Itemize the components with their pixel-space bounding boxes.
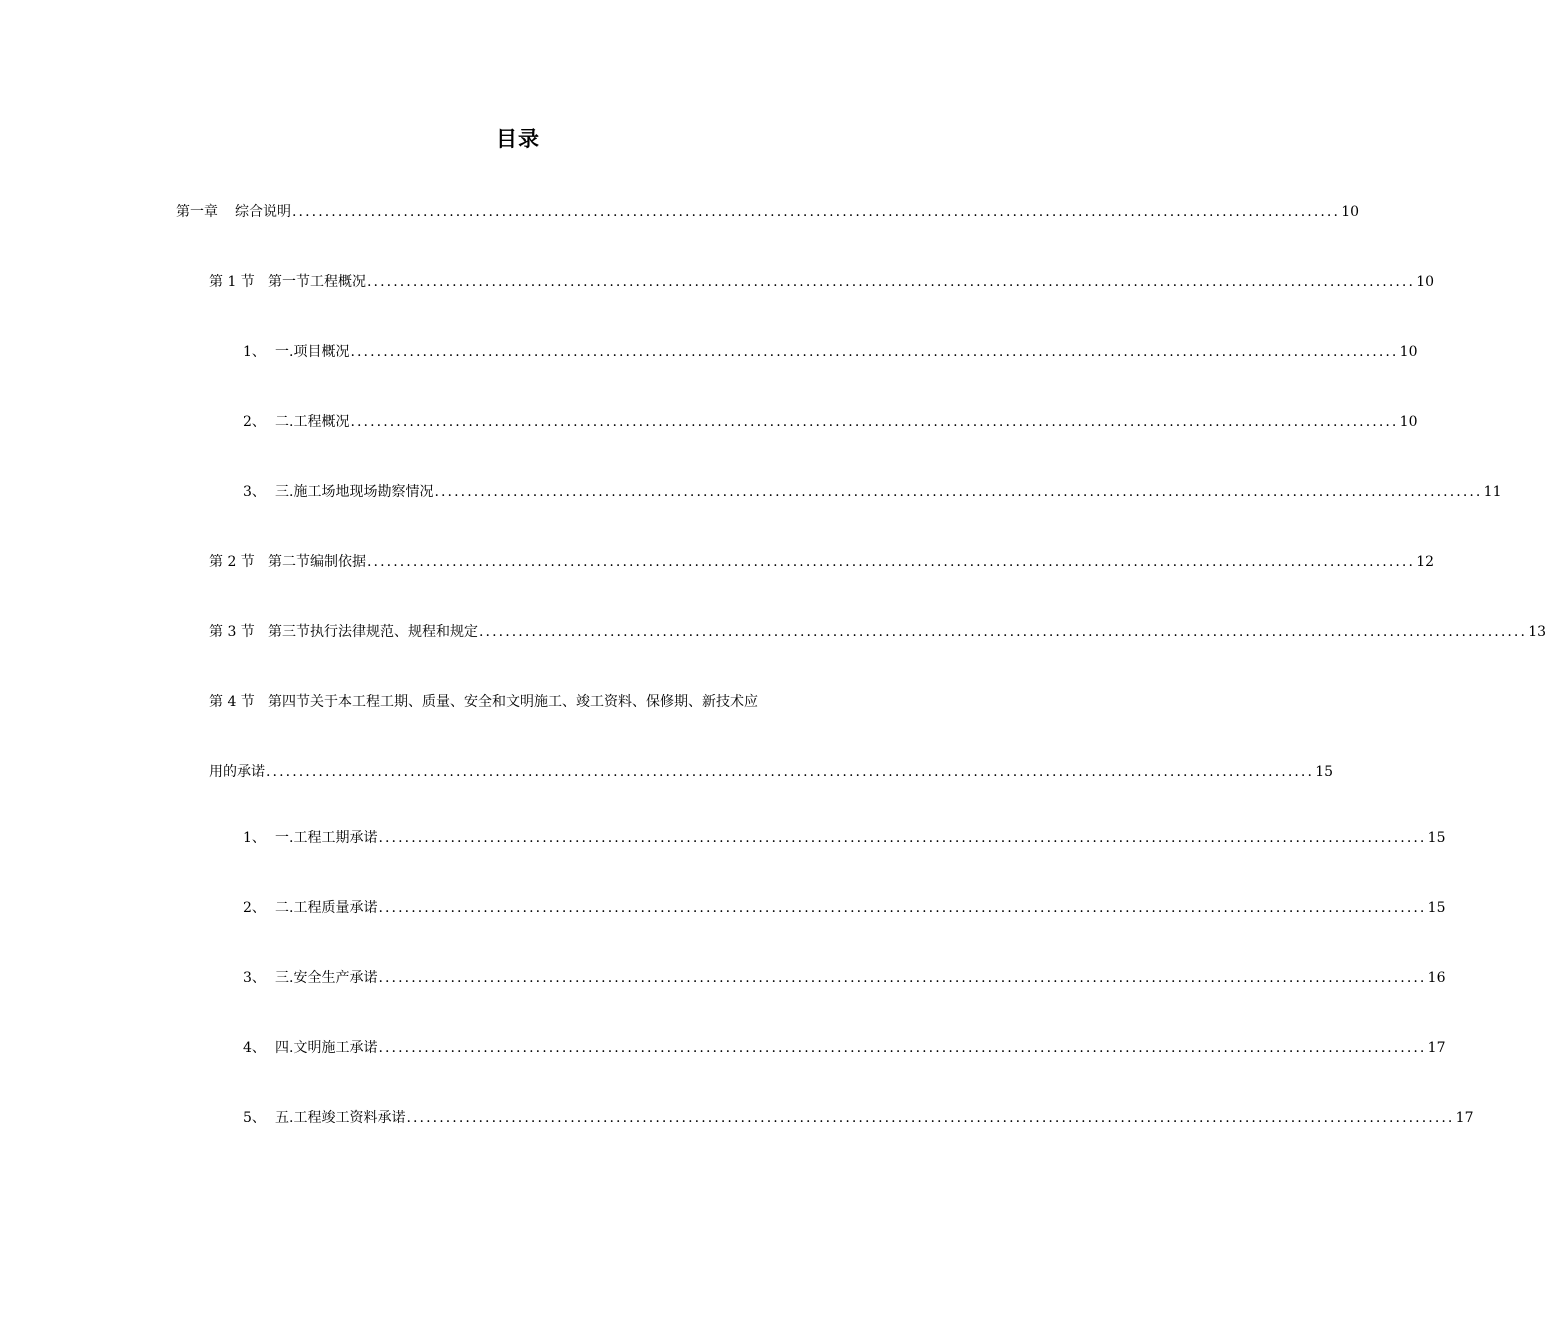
dot-leader: ................................................................................................................................................................ [378,900,1427,916]
entry-page-number: 10 [1399,344,1418,360]
dot-leader: ................................................................................................................................................................ [378,830,1427,846]
dot-leader: ................................................................................................................................................................ [350,414,1399,430]
toc-entry-item[interactable] [243,1108,1474,1128]
entry-text: 第三节执行法律规范、规程和规定 [268,624,478,640]
entry-page-number: 17 [1455,1110,1474,1126]
entry-page-number: 10 [1399,414,1418,430]
entry-text: 第一节工程概况 [268,274,366,290]
entry-text: 第二节编制依据 [268,554,366,570]
toc-entry-item[interactable] [243,898,1446,918]
entry-page-number: 15 [1427,900,1446,916]
entry-number: 3、 [243,970,266,986]
entry-text-continued: 用的承诺 [209,764,265,780]
entry-page-number: 17 [1427,1040,1446,1056]
dot-leader: ................................................................................................................................................................ [367,554,1416,570]
dot-leader: ................................................................................................................................................................ [434,484,1483,500]
entry-number: 2、 [243,900,266,916]
entry-number: 第一章 [176,204,218,220]
toc-entry-item[interactable] [243,1038,1446,1058]
toc-entry-section-4[interactable] [209,692,1334,782]
toc-title: 目录 [496,127,540,151]
toc-entry-section-1[interactable] [209,272,1435,292]
toc-entry-item[interactable] [243,482,1502,502]
entry-number: 1、 [243,344,266,360]
entry-number: 5、 [243,1110,266,1126]
entry-page-number: 10 [1416,274,1435,290]
entry-number: 第 3 节 [209,624,255,640]
entry-page-number: 11 [1483,484,1502,500]
entry-page-number: 15 [1315,764,1334,780]
entry-text: 二.工程质量承诺 [275,900,378,916]
entry-number: 1、 [243,830,266,846]
toc-entry-item[interactable] [243,968,1446,988]
entry-number: 第 4 节 [209,694,255,710]
toc-entry-item[interactable] [243,342,1418,362]
entry-number: 4、 [243,1040,266,1056]
entry-page-number: 13 [1528,624,1546,640]
dot-leader: ................................................................................................................................................................ [350,344,1399,360]
entry-text: 四.文明施工承诺 [275,1040,378,1056]
entry-number: 2、 [243,414,266,430]
entry-text: 综合说明 [235,204,291,220]
entry-page-number: 12 [1416,554,1435,570]
entry-text: 五.工程竣工资料承诺 [275,1110,406,1126]
dot-leader: ................................................................................................................................................................ [378,970,1427,986]
dot-leader: ................................................................................................................................................................ [479,624,1528,640]
toc-entry-item[interactable] [243,828,1446,848]
dot-leader: ................................................................................................................................................................ [406,1110,1455,1126]
entry-text: 一.项目概况 [275,344,350,360]
dot-leader: ................................................................................................................................................................ [378,1040,1427,1056]
toc-entry-chapter-1[interactable] [176,202,1360,222]
entry-text: 三.安全生产承诺 [275,970,378,986]
toc-entry-section-2[interactable] [209,552,1435,572]
entry-text: 三.施工场地现场勘察情况 [275,484,434,500]
entry-text: 第四节关于本工程工期、质量、安全和文明施工、竣工资料、保修期、新技术应 [268,694,758,710]
dot-leader: ................................................................................................................................................................ [266,764,1315,780]
toc-entry-item[interactable] [243,412,1418,432]
entry-number: 第 2 节 [209,554,255,570]
dot-leader: ................................................................................................................................................................ [367,274,1416,290]
entry-text: 二.工程概况 [275,414,350,430]
entry-number: 第 1 节 [209,274,255,290]
dot-leader: ................................................................................................................................................................ [292,204,1341,220]
toc-entry-section-3[interactable] [209,622,1546,642]
entry-page-number: 10 [1341,204,1360,220]
entry-number: 3、 [243,484,266,500]
entry-page-number: 15 [1427,830,1446,846]
entry-page-number: 16 [1427,970,1446,986]
entry-text: 一.工程工期承诺 [275,830,378,846]
